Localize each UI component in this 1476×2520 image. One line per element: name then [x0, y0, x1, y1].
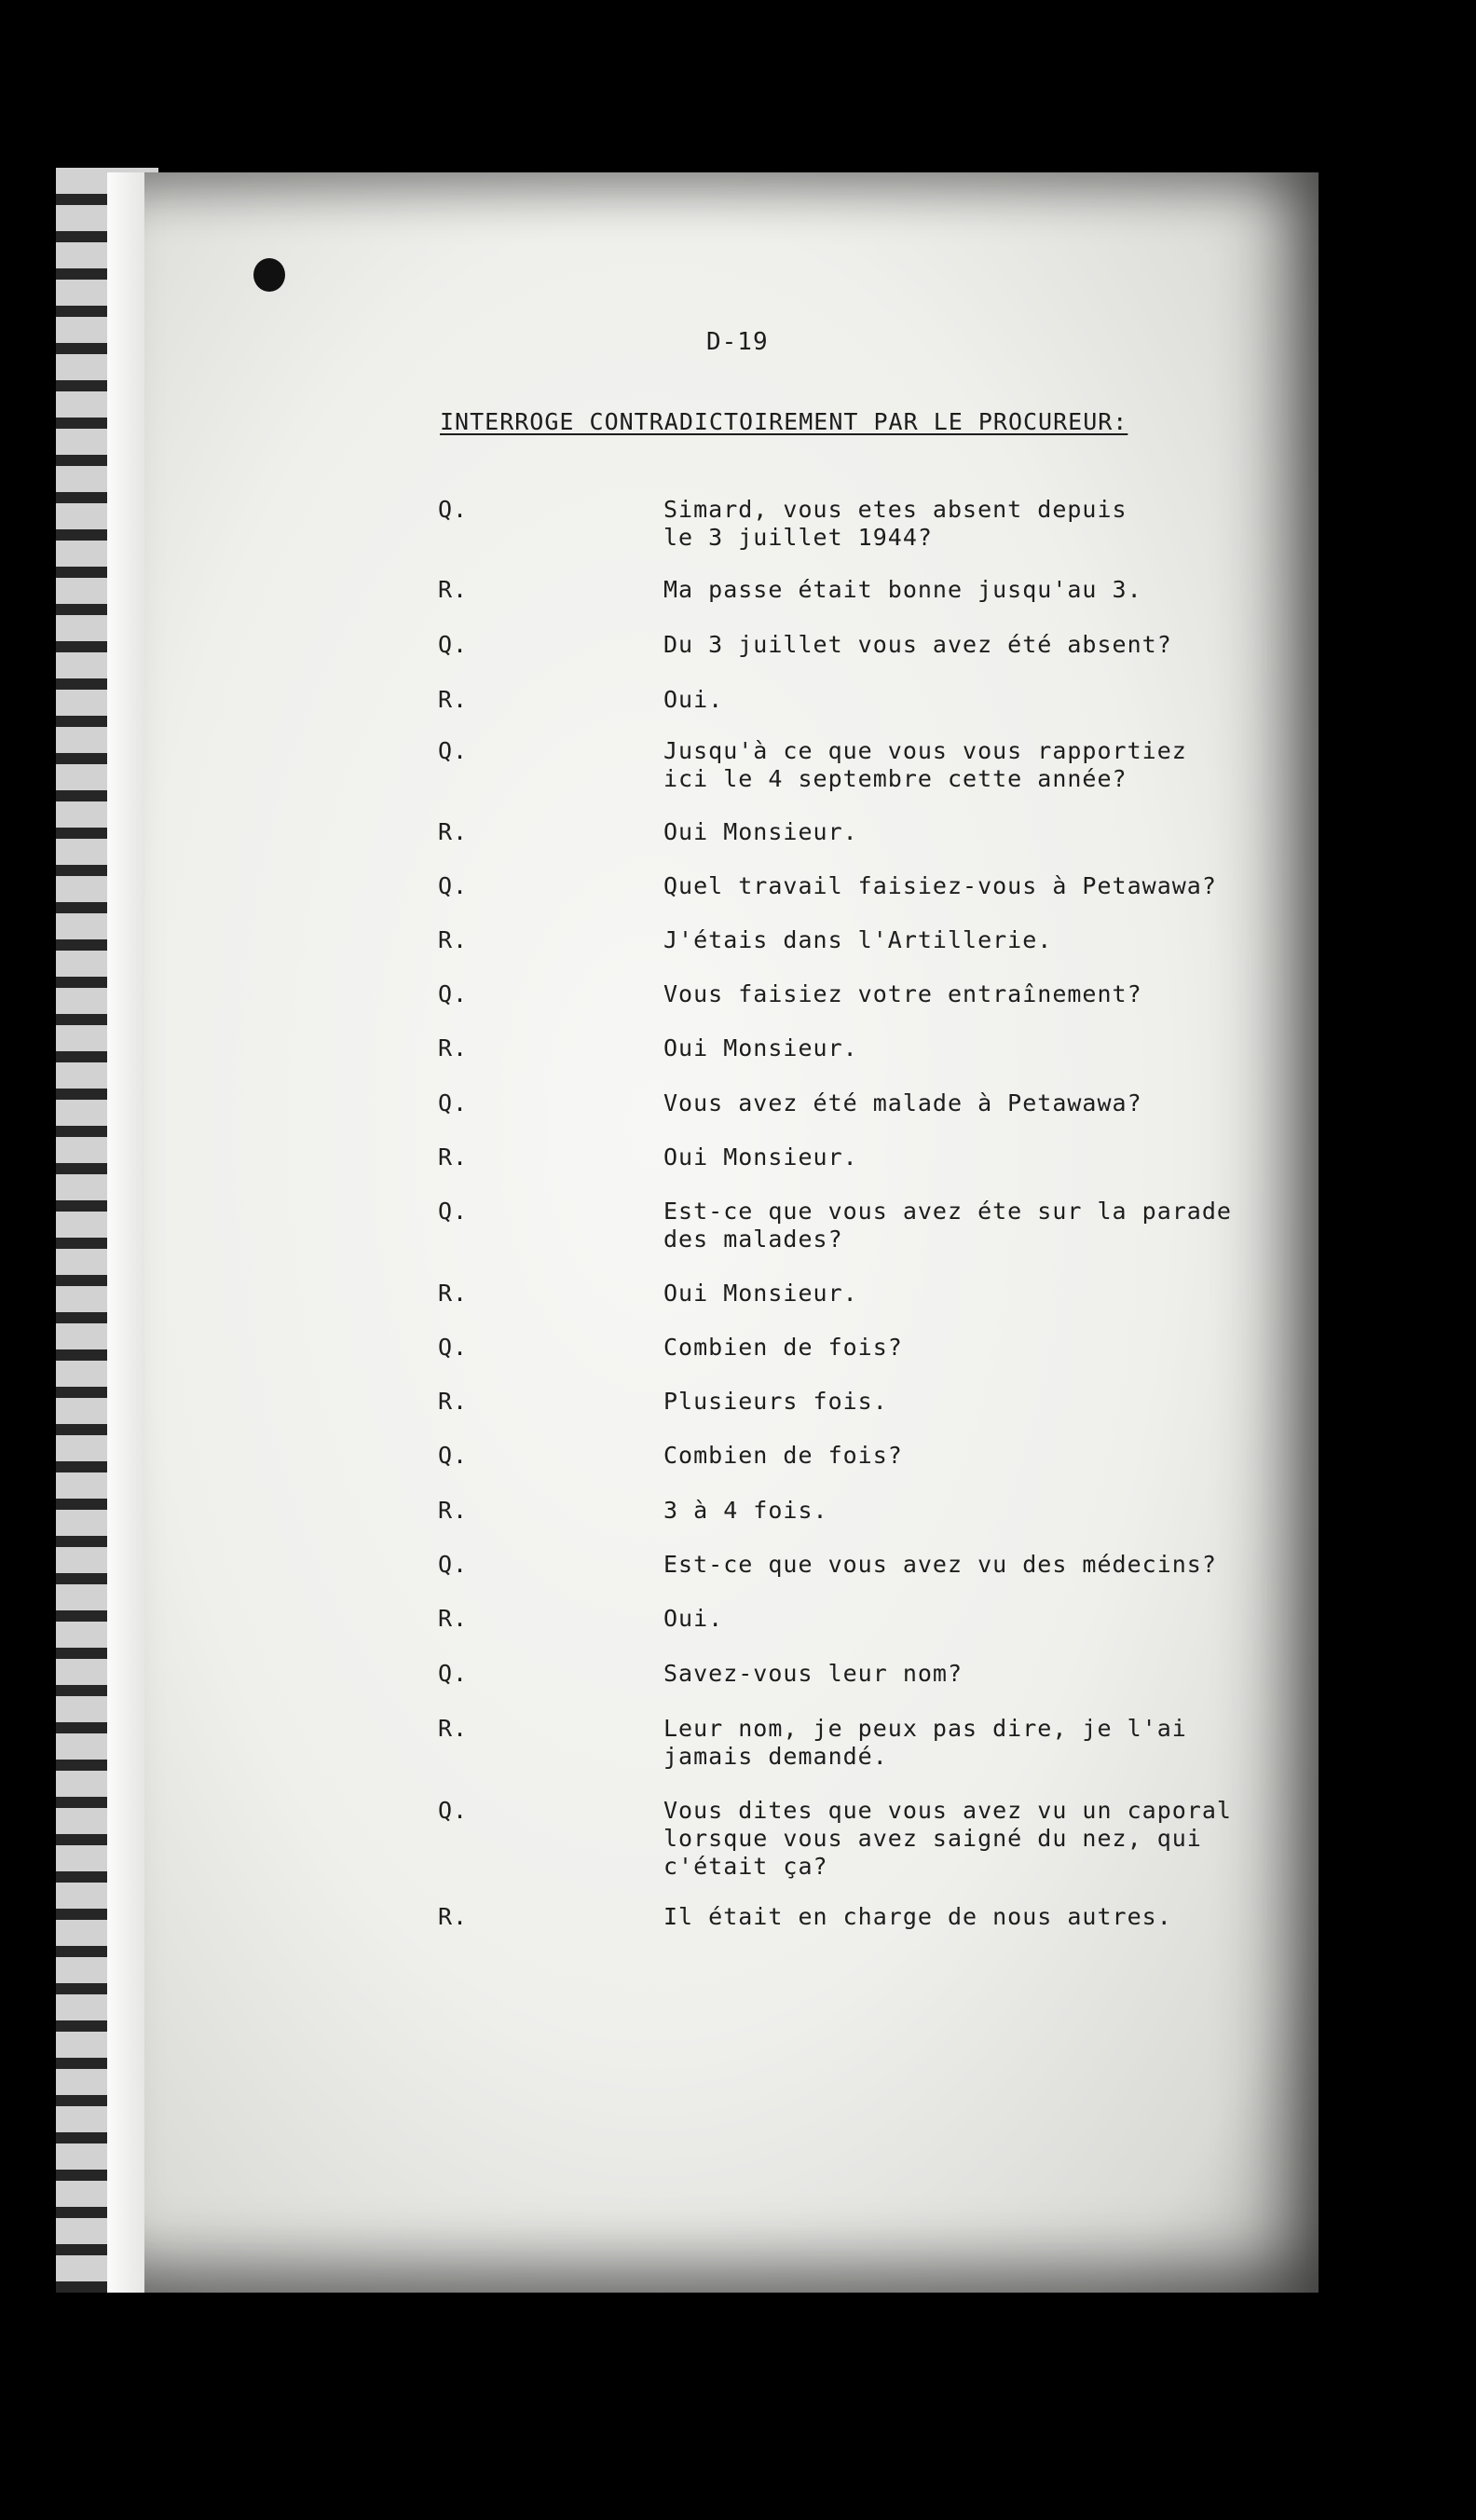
utterance-text: Combien de fois?: [663, 1442, 903, 1469]
utterance-text: Il était en charge de nous autres.: [663, 1903, 1172, 1930]
utterance-text: 3 à 4 fois.: [663, 1497, 828, 1524]
speaker-label: Q.: [438, 496, 469, 523]
speaker-label: Q.: [438, 1551, 469, 1578]
speaker-label: Q.: [438, 872, 469, 899]
speaker-label: R.: [438, 818, 469, 845]
utterance-text: Vous faisiez votre entraînement?: [663, 980, 1142, 1007]
speaker-label: Q.: [438, 737, 469, 764]
utterance-text: Plusieurs fois.: [663, 1388, 888, 1415]
utterance-text: Quel travail faisiez-vous à Petawawa?: [663, 872, 1217, 899]
speaker-label: Q.: [438, 1797, 469, 1824]
speaker-label: R.: [438, 1605, 469, 1632]
utterance-text: Du 3 juillet vous avez été absent?: [663, 631, 1172, 658]
utterance-text: Simard, vous etes absent depuis le 3 juillet 1944?: [663, 496, 1128, 551]
utterance-text: Jusqu'à ce que vous vous rapportiez ici le 4 septembre cette année?: [663, 737, 1187, 792]
speaker-label: R.: [438, 1903, 469, 1930]
utterance-text: Oui Monsieur.: [663, 1034, 858, 1061]
document-id: D-19: [706, 328, 769, 356]
utterance-text: Vous dites que vous avez vu un caporal lorsque vous avez saigné du nez, qui c'était ça?: [663, 1797, 1232, 1880]
speaker-label: R.: [438, 1144, 469, 1171]
utterance-text: Oui Monsieur.: [663, 1144, 858, 1171]
speaker-label: Q.: [438, 980, 469, 1007]
utterance-text: Ma passe était bonne jusqu'au 3.: [663, 576, 1142, 603]
speaker-label: Q.: [438, 1334, 469, 1361]
section-heading: INTERROGE CONTRADICTOIREMENT PAR LE PROCUREUR:: [440, 408, 1128, 435]
utterance-text: Savez-vous leur nom?: [663, 1660, 964, 1687]
speaker-label: Q.: [438, 1442, 469, 1469]
utterance-text: Est-ce que vous avez éte sur la parade des malades?: [663, 1198, 1232, 1253]
utterance-text: Leur nom, je peux pas dire, je l'ai jamais demandé.: [663, 1715, 1187, 1770]
speaker-label: R.: [438, 686, 469, 713]
utterance-text: Vous avez été malade à Petawawa?: [663, 1089, 1142, 1116]
utterance-text: Oui Monsieur.: [663, 818, 858, 845]
speaker-label: Q.: [438, 1198, 469, 1225]
speaker-label: Q.: [438, 1089, 469, 1116]
utterance-text: Combien de fois?: [663, 1334, 903, 1361]
speaker-label: R.: [438, 1280, 469, 1307]
utterance-text: J'étais dans l'Artillerie.: [663, 926, 1053, 953]
utterance-text: Oui Monsieur.: [663, 1280, 858, 1307]
speaker-label: R.: [438, 1715, 469, 1742]
speaker-label: Q.: [438, 1660, 469, 1687]
speaker-label: R.: [438, 1388, 469, 1415]
speaker-label: R.: [438, 1497, 469, 1524]
speaker-label: R.: [438, 576, 469, 603]
utterance-text: Est-ce que vous avez vu des médecins?: [663, 1551, 1217, 1578]
utterance-text: Oui.: [663, 1605, 724, 1632]
utterance-text: Oui.: [663, 686, 724, 713]
speaker-label: R.: [438, 926, 469, 953]
speaker-label: Q.: [438, 631, 469, 658]
speaker-label: R.: [438, 1034, 469, 1061]
